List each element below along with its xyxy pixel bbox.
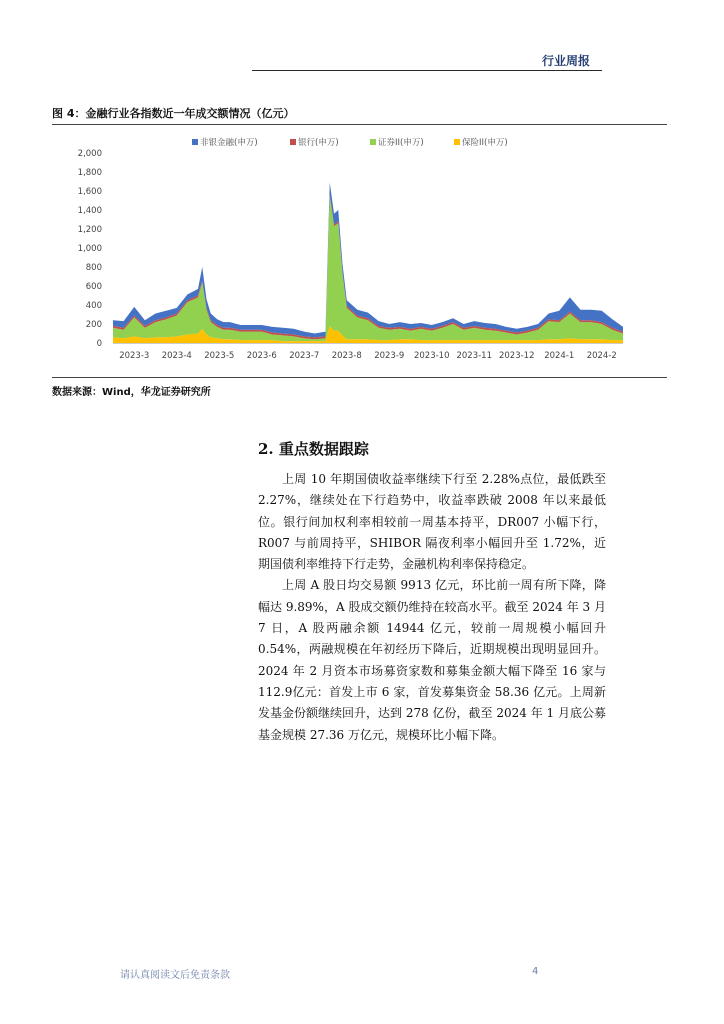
header-rule — [252, 70, 602, 71]
y-tick-label: 1,600 — [77, 187, 102, 197]
x-tick-label: 2023-5 — [204, 351, 235, 361]
x-tick-label: 2023-11 — [456, 351, 493, 361]
x-tick-label: 2023-6 — [246, 351, 277, 361]
x-tick-label: 2023-7 — [289, 351, 320, 361]
x-tick-label: 2023-3 — [119, 351, 150, 361]
section-body — [258, 469, 606, 746]
x-tick-label: 2023-10 — [413, 351, 450, 361]
x-axis-labels — [119, 351, 617, 361]
y-tick-label: 1,400 — [77, 206, 102, 216]
footer-page-number: 4 — [532, 966, 539, 977]
y-axis-labels — [78, 149, 102, 349]
section-title: 2. 重点数据跟踪 — [258, 440, 369, 458]
figure-caption: 图 4：金融行业各指数近一年成交额情况（亿元） — [52, 107, 295, 120]
x-tick-label: 2023-8 — [331, 351, 362, 361]
legend-label: 保险II(申万) — [462, 138, 508, 148]
legend-swatch — [192, 139, 198, 145]
figure-rule-bottom — [52, 377, 667, 378]
x-tick-label: 2023-4 — [161, 351, 192, 361]
chart-legend — [192, 137, 508, 148]
legend-swatch — [454, 139, 460, 145]
paragraph-rates: 上周 10 年期国债收益率继续下行至 2.28%点位，最低跌至 2.27%，继续处在下行趋势中，收益率跌破 2008 年以来最低位。银行间加权利率相较前一周基本持平，DR007 小幅下行，R007 与前周持平，SHIBOR 隔夜利率小幅回升至 1.72%，近期国债利率维持下行走势，金融机构利率保持稳定。 — [258, 472, 606, 572]
legend-label: 证券II(申万) — [378, 138, 424, 148]
x-tick-label: 2024-1 — [544, 351, 575, 361]
y-tick-label: 2,000 — [77, 149, 102, 159]
y-tick-label: 1,200 — [77, 225, 102, 235]
x-tick-label: 2023-12 — [498, 351, 535, 361]
y-tick-label: 400 — [85, 301, 102, 311]
legend-swatch — [370, 139, 376, 145]
footer-disclaimer: 请认真阅读文后免责条款 — [120, 970, 230, 981]
y-tick-label: 1,000 — [77, 244, 102, 254]
paragraph-market: 上周 A 股日均交易额 9913 亿元，环比前一周有所下降，降幅达 9.89%，A 股成交额仍维持在较高水平。截至 2024 年 3 月 7 日，A 股两融余额 14944 亿元，较前一周规模小幅回升 0.54%，两融规模在年初经历下降后，近期规模出现明显回升。2024 年 2 月资本市场募资家数和募集金额大幅下降至 16 家与 112.9亿元：首发上市 6 家，首发募集资金 58.36 亿元。上周新发基金份额继续回升，达到 278 亿份，截至 2024 年 1 月底公募基金规模 27.36 万亿元，规模环比小幅下降。 — [258, 578, 606, 742]
x-tick-label: 2024-2 — [586, 351, 617, 361]
y-tick-label: 600 — [85, 282, 102, 292]
header-title: 行业周报 — [541, 54, 590, 68]
chart-areas — [113, 182, 623, 343]
x-tick-label: 2023-9 — [374, 351, 405, 361]
figure-rule-top — [52, 124, 667, 125]
y-tick-label: 1,800 — [77, 168, 102, 178]
y-tick-label: 200 — [85, 320, 102, 330]
figure-source: 数据来源：Wind，华龙证券研究所 — [52, 387, 211, 398]
legend-label: 非银金融(申万) — [200, 138, 258, 148]
y-tick-label: 0 — [96, 339, 102, 349]
legend-label: 银行(申万) — [298, 138, 339, 148]
turnover-area-chart — [52, 128, 667, 368]
legend-swatch — [290, 139, 296, 145]
y-tick-label: 800 — [85, 263, 102, 273]
